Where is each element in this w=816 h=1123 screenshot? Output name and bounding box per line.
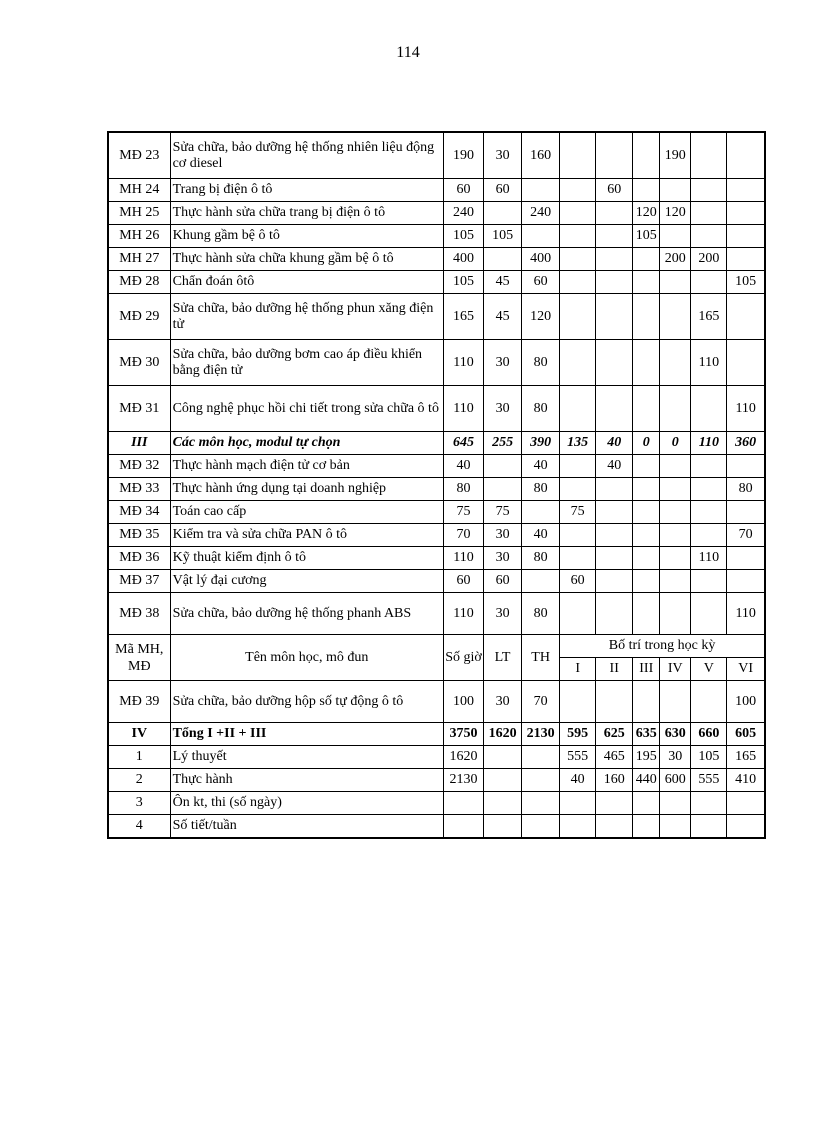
row-value [660,681,691,723]
row-code: 1 [108,746,170,769]
row-value: 60 [522,271,560,294]
header-sem-6: VI [727,658,765,681]
row-value: 40 [522,524,560,547]
row-value [560,593,596,635]
header-lt: LT [484,635,522,681]
row-value: 110 [727,386,765,432]
row-code: MH 27 [108,248,170,271]
row-value [596,570,633,593]
row-value: 80 [444,478,484,501]
row-value [727,815,765,839]
row-value [633,271,660,294]
row-value [522,179,560,202]
table-row [108,294,765,340]
table-row [108,681,765,723]
row-value [633,478,660,501]
row-value: 400 [444,248,484,271]
row-value [560,815,596,839]
row-name: Thực hành mạch điện tử cơ bản [170,455,443,478]
row-value: 80 [522,478,560,501]
row-value: 110 [691,340,727,386]
row-name: Sửa chữa, bảo dưỡng hệ thống nhiên liệu động cơ diesel [170,132,443,179]
row-code: IV [108,723,170,746]
row-value [727,547,765,570]
row-value [691,386,727,432]
row-value: 660 [691,723,727,746]
row-value [633,570,660,593]
row-value: 0 [633,432,660,455]
row-value: 110 [727,593,765,635]
row-value [560,271,596,294]
row-value [484,746,522,769]
row-value [660,792,691,815]
row-code: MH 26 [108,225,170,248]
row-value [560,340,596,386]
header-sem-4: IV [660,658,691,681]
row-value: 410 [727,769,765,792]
row-name: Thực hành [170,769,443,792]
row-value [633,593,660,635]
row-value: 45 [484,294,522,340]
row-value [633,132,660,179]
table-row [108,202,765,225]
row-value [691,132,727,179]
row-value [484,815,522,839]
row-code: 4 [108,815,170,839]
row-value: 110 [444,547,484,570]
table-row [108,271,765,294]
row-name: Công nghệ phục hồi chi tiết trong sửa chữa ô tô [170,386,443,432]
row-value: 360 [727,432,765,455]
row-value: 30 [660,746,691,769]
row-name: Chẩn đoán ôtô [170,271,443,294]
row-name: Tổng I +II + III [170,723,443,746]
row-value: 60 [444,179,484,202]
row-value [727,570,765,593]
table-row [108,478,765,501]
row-value: 70 [522,681,560,723]
header-semesters-title: Bố trí trong học kỳ [560,635,765,658]
row-value: 600 [660,769,691,792]
row-value [691,681,727,723]
row-value [660,386,691,432]
row-value [660,225,691,248]
row-name: Thực hành sửa chữa trang bị điện ô tô [170,202,443,225]
row-value [560,455,596,478]
table-row [108,132,765,179]
row-code: MĐ 37 [108,570,170,593]
row-value [633,681,660,723]
row-value: 45 [484,271,522,294]
header-total: Số giờ [444,635,484,681]
row-value [660,340,691,386]
row-code: MĐ 39 [108,681,170,723]
row-value [691,524,727,547]
row-code: MĐ 33 [108,478,170,501]
table-row [108,455,765,478]
row-value [691,455,727,478]
row-value: 1620 [444,746,484,769]
row-value [596,792,633,815]
row-value [560,294,596,340]
row-value [727,294,765,340]
row-value [560,179,596,202]
row-value [596,225,633,248]
row-value [633,547,660,570]
row-value: 105 [484,225,522,248]
row-value [633,340,660,386]
row-value: 165 [727,746,765,769]
row-value [522,746,560,769]
row-value [727,132,765,179]
table-row [108,225,765,248]
row-value [660,524,691,547]
row-name: Sửa chữa, bảo dưỡng hệ thống phun xăng điện tử [170,294,443,340]
row-code: MĐ 38 [108,593,170,635]
row-value [691,501,727,524]
row-value: 105 [444,225,484,248]
row-value [727,179,765,202]
row-value [596,248,633,271]
row-value: 80 [522,340,560,386]
row-value: 70 [727,524,765,547]
row-value: 80 [522,386,560,432]
row-value [633,455,660,478]
header-sem-3: III [633,658,660,681]
row-value: 200 [691,248,727,271]
table-row [108,815,765,839]
table-row [108,501,765,524]
row-code: III [108,432,170,455]
row-value: 30 [484,681,522,723]
row-value: 120 [522,294,560,340]
header-sem-1: I [560,658,596,681]
row-name: Toán cao cấp [170,501,443,524]
row-value [596,681,633,723]
row-value: 40 [596,432,633,455]
row-value [484,478,522,501]
row-value [660,294,691,340]
row-value [596,132,633,179]
row-value [444,792,484,815]
row-value: 30 [484,524,522,547]
row-code: 2 [108,769,170,792]
row-value [633,179,660,202]
row-code: MĐ 34 [108,501,170,524]
row-value: 240 [444,202,484,225]
row-value: 165 [444,294,484,340]
row-name: Kiểm tra và sửa chữa PAN ô tô [170,524,443,547]
row-value: 190 [444,132,484,179]
row-name: Sửa chữa, bảo dưỡng bơm cao áp điều khiển bằng điện tử [170,340,443,386]
row-value [522,570,560,593]
row-value [691,179,727,202]
row-value: 120 [660,202,691,225]
row-value [727,501,765,524]
row-value [727,455,765,478]
table-body-bottom [108,681,765,839]
row-value: 160 [522,132,560,179]
row-value: 40 [522,455,560,478]
row-name: Các môn học, modul tự chọn [170,432,443,455]
row-value [596,340,633,386]
row-value [522,501,560,524]
row-value [633,248,660,271]
table-row [108,547,765,570]
row-value [522,792,560,815]
row-value [691,478,727,501]
row-value [596,478,633,501]
row-value [522,769,560,792]
row-value: 100 [727,681,765,723]
row-value: 1620 [484,723,522,746]
row-value [727,340,765,386]
row-value [560,225,596,248]
row-value [633,815,660,839]
table-header [108,635,765,681]
table-row [108,432,765,455]
row-value: 400 [522,248,560,271]
row-code: MĐ 29 [108,294,170,340]
header-sem-2: II [596,658,633,681]
table-row [108,746,765,769]
row-value: 195 [633,746,660,769]
row-value [691,570,727,593]
row-value [691,225,727,248]
page-number: 114 [396,44,420,61]
row-name: Thực hành sửa chữa khung gầm bệ ô tô [170,248,443,271]
row-value [484,248,522,271]
row-value: 390 [522,432,560,455]
row-code: MĐ 28 [108,271,170,294]
row-value [484,455,522,478]
row-value: 625 [596,723,633,746]
table-row [108,386,765,432]
row-value [560,478,596,501]
row-value: 40 [560,769,596,792]
row-name: Kỹ thuật kiểm định ô tô [170,547,443,570]
row-value [691,271,727,294]
row-value: 75 [484,501,522,524]
row-name: Trang bị điện ô tô [170,179,443,202]
row-value: 190 [660,132,691,179]
row-value [596,294,633,340]
row-value [560,792,596,815]
header-name: Tên môn học, mô đun [170,635,443,681]
row-value: 110 [691,432,727,455]
row-value [660,455,691,478]
row-value [660,593,691,635]
row-name: Ôn kt, thi (số ngày) [170,792,443,815]
row-value [560,248,596,271]
row-code: MĐ 35 [108,524,170,547]
row-name: Sửa chữa, bảo dưỡng hộp số tự động ô tô [170,681,443,723]
row-name: Số tiết/tuần [170,815,443,839]
row-value: 30 [484,593,522,635]
header-row-1 [108,635,765,658]
table-row [108,723,765,746]
table-row [108,570,765,593]
row-value: 465 [596,746,633,769]
row-value [596,271,633,294]
row-code: MĐ 36 [108,547,170,570]
row-value [727,225,765,248]
curriculum-table [107,131,766,839]
row-value: 645 [444,432,484,455]
row-value: 80 [727,478,765,501]
row-value [691,815,727,839]
row-value [660,815,691,839]
row-value [560,681,596,723]
row-value [727,792,765,815]
row-value [596,815,633,839]
row-value: 605 [727,723,765,746]
row-value [633,386,660,432]
table-body-top [108,132,765,635]
row-value: 2130 [444,769,484,792]
row-value: 75 [444,501,484,524]
row-value: 240 [522,202,560,225]
table-row [108,593,765,635]
row-value: 30 [484,340,522,386]
row-value: 105 [691,746,727,769]
row-value: 100 [444,681,484,723]
row-value [727,202,765,225]
table-row [108,792,765,815]
row-code: MĐ 31 [108,386,170,432]
row-value [484,792,522,815]
row-value [560,386,596,432]
table-row [108,524,765,547]
row-value [596,202,633,225]
row-value: 60 [484,179,522,202]
row-value [660,179,691,202]
row-value: 80 [522,547,560,570]
row-value: 30 [484,547,522,570]
row-value: 60 [484,570,522,593]
row-value [560,524,596,547]
row-code: MH 24 [108,179,170,202]
row-value [727,248,765,271]
row-value: 70 [444,524,484,547]
row-value: 630 [660,723,691,746]
row-value: 255 [484,432,522,455]
row-name: Vật lý đại cương [170,570,443,593]
row-value: 200 [660,248,691,271]
row-value [660,271,691,294]
row-value [596,593,633,635]
row-value [633,524,660,547]
row-value [691,202,727,225]
row-value: 0 [660,432,691,455]
row-value: 75 [560,501,596,524]
row-value: 80 [522,593,560,635]
row-value: 165 [691,294,727,340]
table-row [108,340,765,386]
row-value [633,294,660,340]
row-value: 555 [560,746,596,769]
row-value [660,570,691,593]
row-value [596,547,633,570]
row-value: 2130 [522,723,560,746]
row-value [596,386,633,432]
row-value [484,769,522,792]
row-code: MH 25 [108,202,170,225]
row-value [660,547,691,570]
header-code: Mã MH, MĐ [108,635,170,681]
row-value [691,792,727,815]
row-value [560,132,596,179]
row-value: 635 [633,723,660,746]
header-sem-5: V [691,658,727,681]
row-code: MĐ 23 [108,132,170,179]
row-value: 110 [691,547,727,570]
row-value: 110 [444,593,484,635]
row-value: 105 [727,271,765,294]
row-value [660,478,691,501]
row-value [660,501,691,524]
row-value [484,202,522,225]
row-value: 135 [560,432,596,455]
row-code: 3 [108,792,170,815]
row-value: 30 [484,386,522,432]
row-value: 595 [560,723,596,746]
table-row [108,179,765,202]
row-value [560,202,596,225]
row-value [633,792,660,815]
table-row [108,248,765,271]
row-value [691,593,727,635]
row-value: 555 [691,769,727,792]
row-value: 105 [633,225,660,248]
row-value: 30 [484,132,522,179]
row-value: 60 [444,570,484,593]
row-name: Khung gầm bệ ô tô [170,225,443,248]
table-row [108,769,765,792]
row-value: 110 [444,340,484,386]
row-value: 160 [596,769,633,792]
row-name: Lý thuyết [170,746,443,769]
row-code: MĐ 30 [108,340,170,386]
row-value [444,815,484,839]
row-value: 110 [444,386,484,432]
row-value: 40 [444,455,484,478]
row-value [596,501,633,524]
row-value: 105 [444,271,484,294]
row-value [633,501,660,524]
row-name: Sửa chữa, bảo dưỡng hệ thống phanh ABS [170,593,443,635]
row-value: 60 [560,570,596,593]
row-value [560,547,596,570]
header-th: TH [522,635,560,681]
row-code: MĐ 32 [108,455,170,478]
row-name: Thực hành ứng dụng tại doanh nghiệp [170,478,443,501]
row-value: 120 [633,202,660,225]
row-value [522,815,560,839]
row-value [596,524,633,547]
row-value: 440 [633,769,660,792]
row-value: 3750 [444,723,484,746]
row-value [522,225,560,248]
row-value: 60 [596,179,633,202]
row-value: 40 [596,455,633,478]
